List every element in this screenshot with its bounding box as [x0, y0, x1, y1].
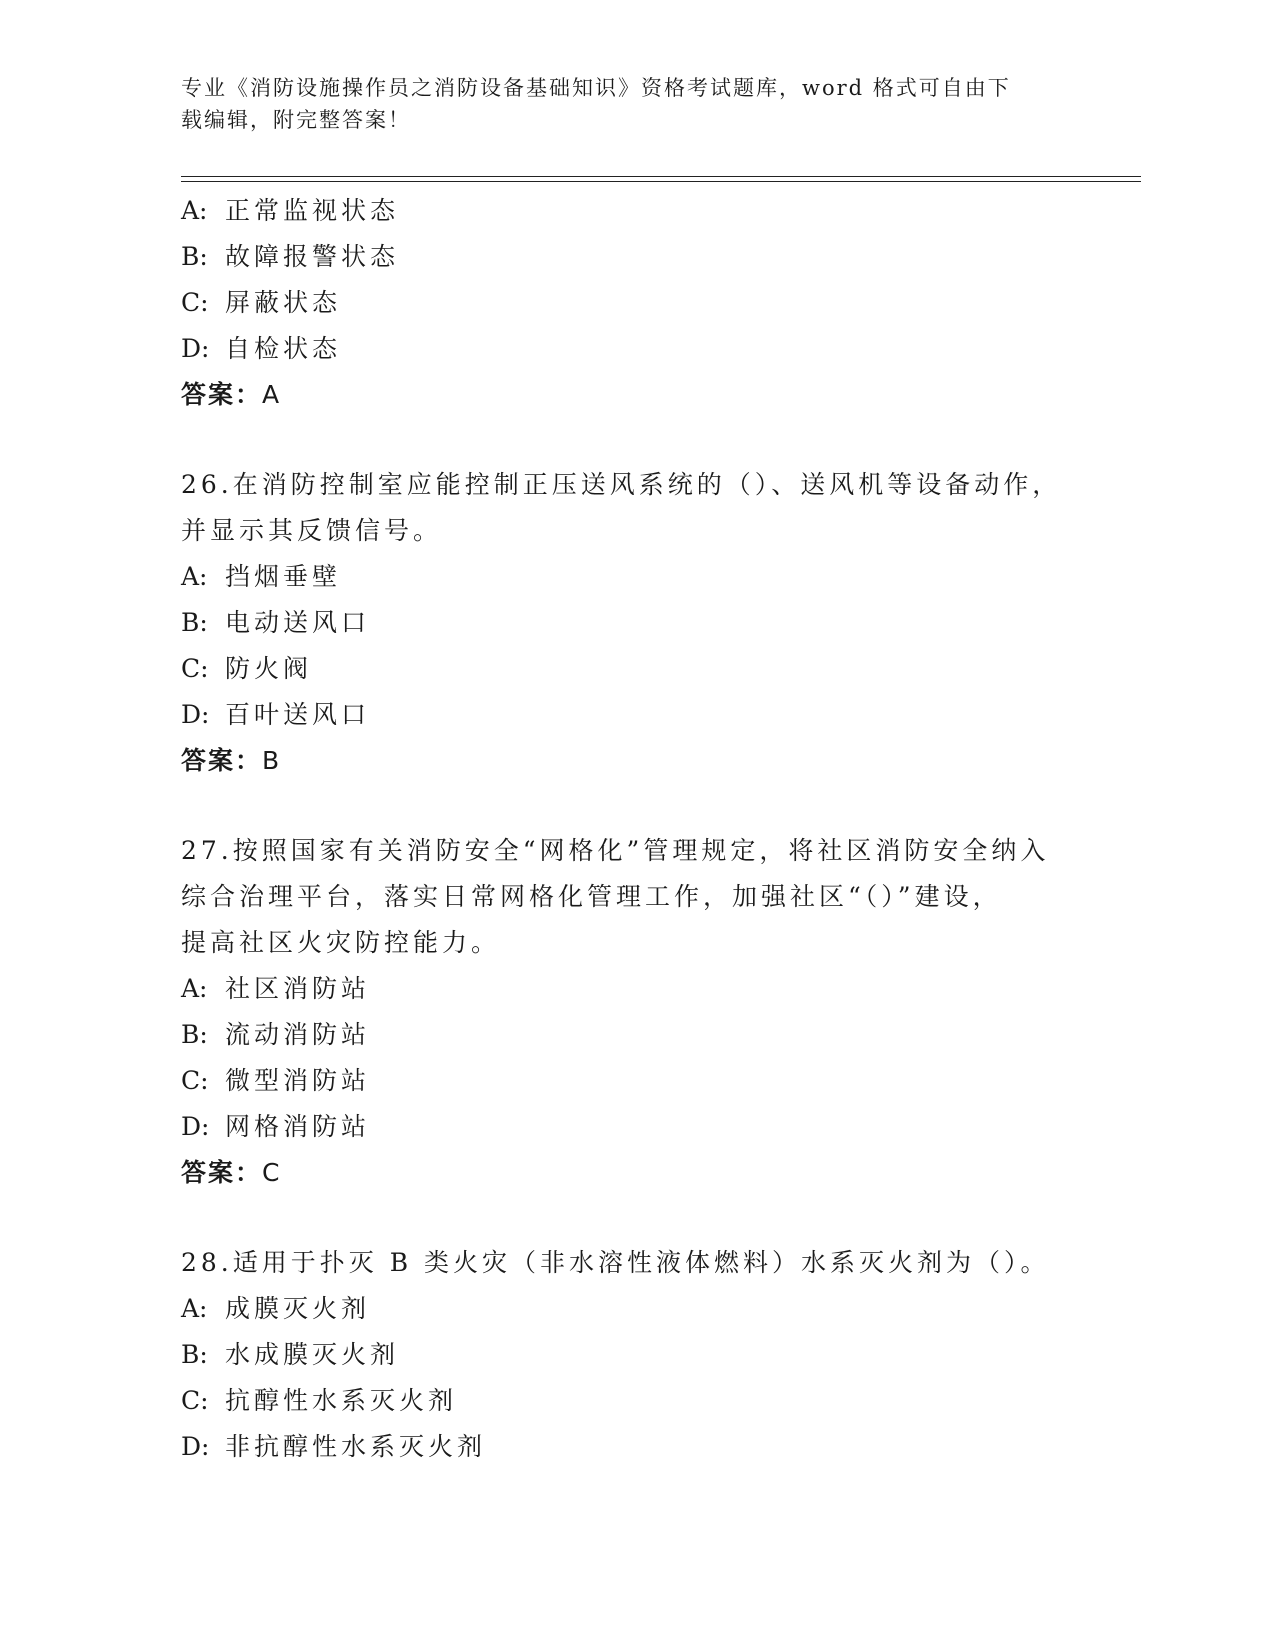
answer-line: 答案：B — [181, 746, 282, 775]
option-b: B: 故障报警状态 — [181, 242, 400, 271]
header-line-2: 载编辑，附完整答案！ — [181, 108, 411, 132]
option-a: A: 成膜灭火剂 — [181, 1294, 371, 1323]
option-a: A: 正常监视状态 — [181, 196, 400, 225]
header-line-1: 专业《消防设施操作员之消防设备基础知识》资格考试题库，word 格式可自由下 — [181, 76, 1011, 100]
question-stem: 27.按照国家有关消防安全“网格化”管理规定，将社区消防安全纳入 综合治理平台，落实日常网格化管理工作，加强社区“（）”建设， 提高社区火灾防控能力。 — [181, 836, 1050, 957]
answer-line: 答案：C — [181, 1158, 282, 1187]
option-b: B: 水成膜灭火剂 — [181, 1340, 400, 1369]
question-stem: 26.在消防控制室应能控制正压送风系统的（）、送风机等设备动作， 并显示其反馈信号。 — [181, 470, 1062, 545]
question-25-continued — [181, 188, 1081, 418]
header-rule-top — [181, 176, 1141, 177]
option-a: A: 社区消防站 — [181, 974, 371, 1003]
question-list — [181, 188, 1081, 1470]
option-c: C: 屏蔽状态 — [181, 288, 342, 317]
answer-line: 答案：A — [181, 380, 282, 409]
option-d: D: 非抗醇性水系灭火剂 — [181, 1432, 487, 1461]
question-stem: 28.适用于扑灭 B 类火灾（非水溶性液体燃料）水系灭火剂为（）。 — [181, 1248, 1050, 1277]
option-b: B: 电动送风口 — [181, 608, 371, 637]
header-rule-bottom — [181, 181, 1141, 182]
option-d: D: 自检状态 — [181, 334, 342, 363]
option-c: C: 抗醇性水系灭火剂 — [181, 1386, 458, 1415]
option-c: C: 防火阀 — [181, 654, 313, 683]
option-a: A: 挡烟垂壁 — [181, 562, 342, 591]
question-28 — [181, 1240, 1081, 1470]
option-b: B: 流动消防站 — [181, 1020, 371, 1049]
question-26 — [181, 462, 1081, 784]
question-27 — [181, 828, 1081, 1196]
option-c: C: 微型消防站 — [181, 1066, 371, 1095]
option-d: D: 百叶送风口 — [181, 700, 371, 729]
document-header — [181, 72, 1061, 136]
option-d: D: 网格消防站 — [181, 1112, 371, 1141]
